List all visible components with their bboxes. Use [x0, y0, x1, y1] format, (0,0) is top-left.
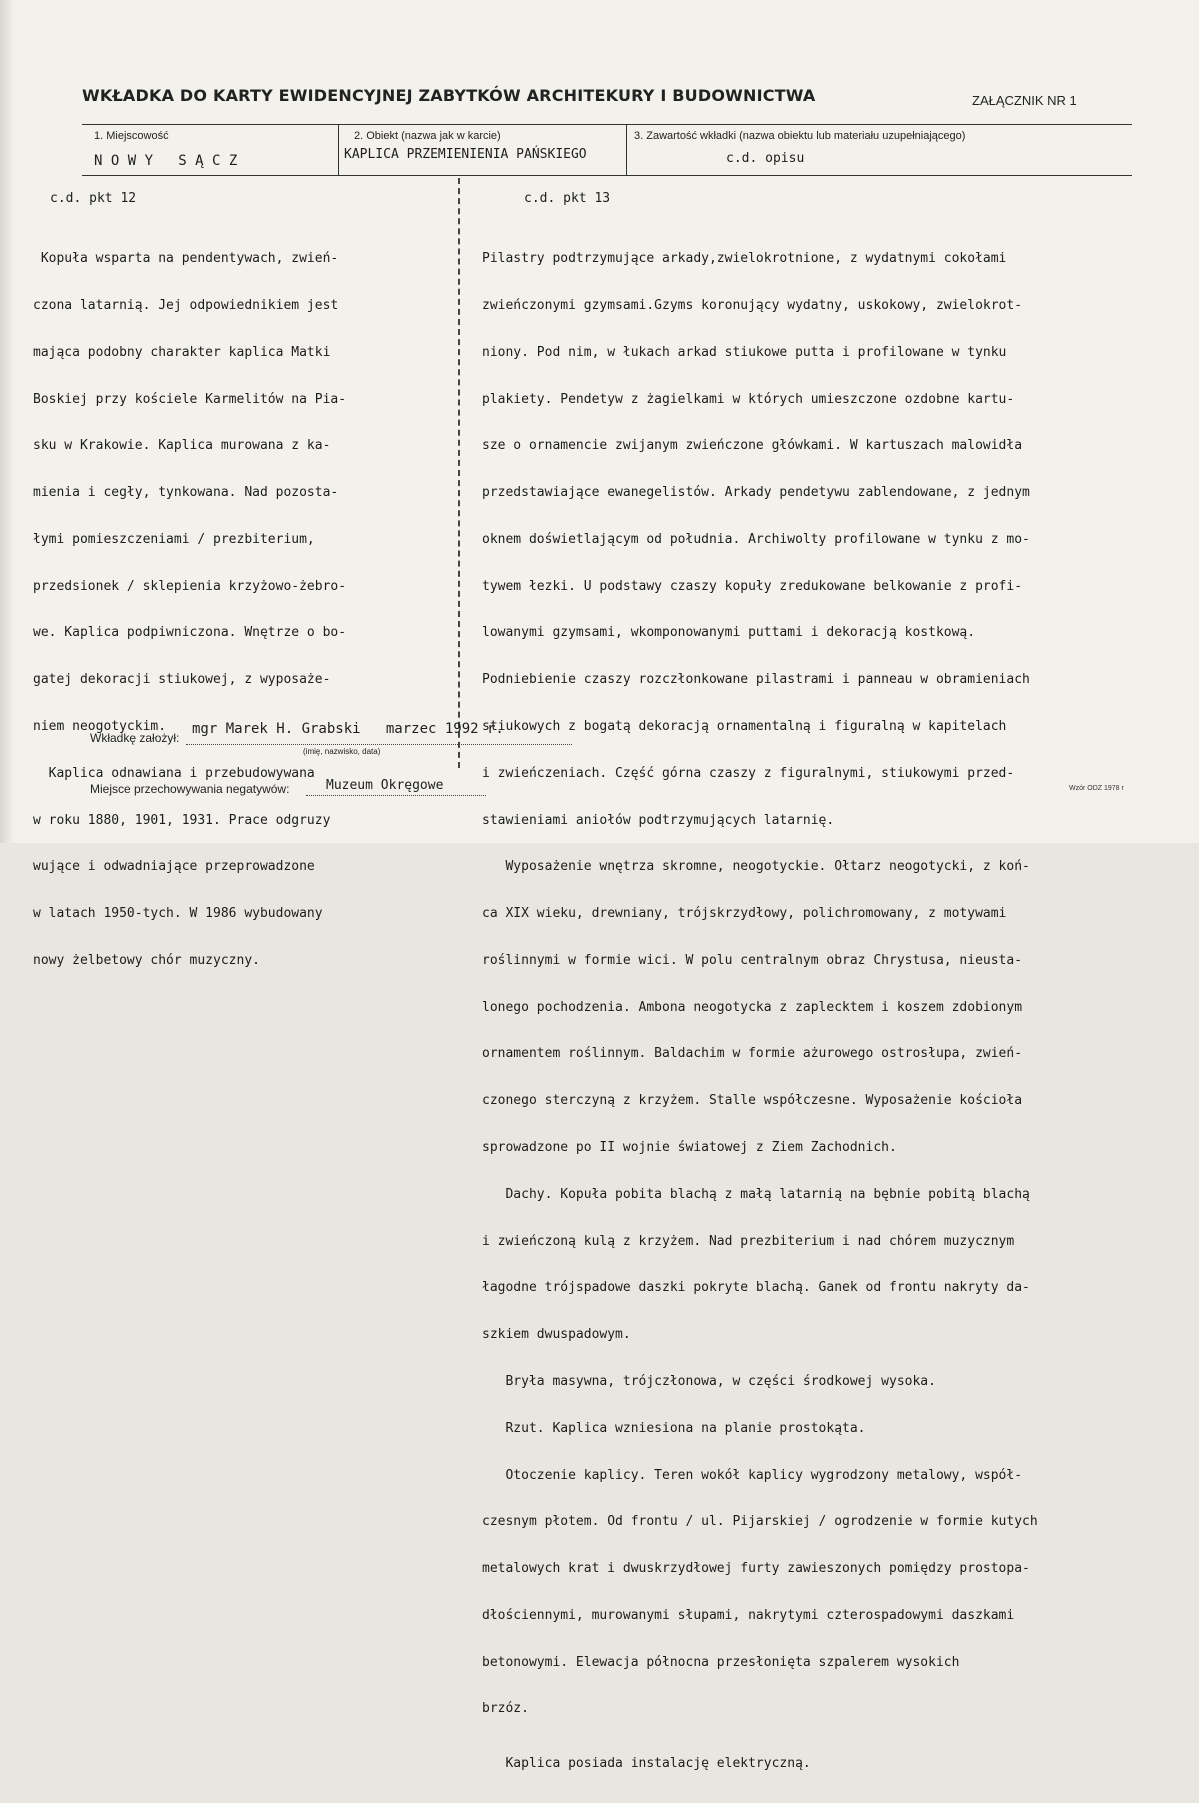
text-line: Kaplica odnawiana i przebudowywana [33, 765, 315, 781]
text-line: mająca podobny charakter kaplica Matki [33, 344, 331, 360]
text-line: w latach 1950-tych. W 1986 wybudowany [33, 906, 323, 922]
text-line: metalowych krat i dwuskrzydłowej furty zawieszonych pomiędzy prostopa- [482, 1561, 1030, 1577]
text-line: stawieniami aniołów podtrzymujących latarnię. [482, 812, 835, 828]
author-value: mgr Marek H. Grabski marzec 1992 r. [192, 721, 504, 737]
text-line: Kopuła wsparta na pendentywach, zwień- [33, 251, 339, 267]
text-line: roślinnymi w formie wici. W polu centralnym obraz Chrystusa, nieusta- [482, 952, 1023, 968]
text-line: lonego pochodzenia. Ambona neogotycka z zaplecktem i koszem zdobionym [482, 999, 1023, 1015]
text-line: brzóz. [482, 1701, 529, 1717]
locality-value: N O W Y S Ą C Z [94, 153, 238, 169]
text-line: lowanymi gzymsami, wkomponowanymi puttami i dekoracją kostkową. [482, 625, 976, 641]
negatives-storage-value: Muzeum Okręgowe [326, 778, 444, 793]
column-separator [458, 178, 460, 768]
negatives-storage-label: Miejsce przechowywania negatywów: [90, 782, 290, 796]
text-line: czesnym płotem. Od frontu / ul. Pijarskiej / ogrodzenie w formie kutych [482, 1514, 1038, 1530]
author-note: (imię, nazwisko, data) [303, 747, 381, 756]
contents-value: c.d. opisu [726, 151, 805, 166]
text-line: czonego sterczyną z krzyżem. Stalle współczesne. Wyposażenie kościoła [482, 1093, 1023, 1109]
text-line: mienia i cegły, tynkowana. Nad pozosta- [33, 485, 339, 501]
text-line: czona latarnią. Jej odpowiednikiem jest [33, 297, 339, 313]
text-line: Wyposażenie wnętrza skromne, neogotyckie. Ołtarz neogotycki, z koń- [482, 859, 1030, 875]
text-line: Boskiej przy kościele Karmelitów na Pia- [33, 391, 347, 407]
author-label: Wkładkę założył: [90, 731, 180, 745]
text-line: szkiem dwuspadowym. [482, 1327, 631, 1343]
text-line: Pilastry podtrzymujące arkady,zwielokrotnione, z wydatnymi cokołami [482, 251, 1007, 267]
text-line: sprowadzone po II wojnie światowej z Ziem Zachodnich. [482, 1140, 897, 1156]
text-line: przedsionek / sklepienia krzyżowo-żebro- [33, 578, 347, 594]
text-line: Bryła masywna, trójczłonowa, w części środkowej wysoka. [482, 1373, 936, 1389]
text-line: i zwieńczoną kulą z krzyżem. Nad prezbiterium i nad chórem muzycznym [482, 1233, 1015, 1249]
right-column-text [482, 220, 1038, 1803]
text-line: niony. Pod nim, w łukach arkad stiukowe putta i profilowane w tynku [482, 344, 1007, 360]
annex-number: ZAŁĄCZNIK NR 1 [972, 93, 1077, 108]
text-line: sku w Krakowie. Kaplica murowana z ka- [33, 438, 331, 454]
form-title: WKŁADKA DO KARTY EWIDENCYJNEJ ZABYTKÓW ARCHITEKURY I BUDOWNICTWA [82, 86, 816, 105]
text-line: Dachy. Kopuła pobita blachą z małą latarnią na bębnie pobitą blachą [482, 1186, 1030, 1202]
text-line: dłościennymi, murowanymi słupami, nakrytymi czterospadowymi daszkami [482, 1607, 1015, 1623]
text-line: sze o ornamencie zwijanym zwieńczone główkami. W kartuszach malowidła [482, 438, 1023, 454]
text-line: wujące i odwadniające przeprowadzone [33, 859, 315, 875]
object-label: 2. Obiekt (nazwa jak w karcie) [354, 130, 501, 142]
text-line: Rzut. Kaplica wzniesiona na planie prostokąta. [482, 1420, 866, 1436]
text-line: i zwieńczeniach. Część górna czaszy z figuralnymi, stiukowymi przed- [482, 765, 1015, 781]
text-line: gatej dekoracji stiukowej, z wyposaże- [33, 672, 331, 688]
text-line: łymi pomieszczeniami / prezbiterium, [33, 531, 315, 547]
storage-dotted-line [306, 795, 486, 796]
text-line: przedstawiające ewanegelistów. Arkady pendetywu zablendowane, z jednym [482, 485, 1030, 501]
header-top-rule [82, 124, 1132, 125]
locality-label: 1. Miejscowość [94, 130, 169, 142]
text-line: łagodne trójspadowe daszki pokryte blachą. Ganek od frontu nakryty da- [482, 1280, 1030, 1296]
text-line: Otoczenie kaplicy. Teren wokół kaplicy wygrodzony metalowy, współ- [482, 1467, 1023, 1483]
left-heading: c.d. pkt 12 [50, 191, 137, 206]
header-divider-2 [626, 124, 627, 175]
contents-label: 3. Zawartość wkładki (nazwa obiektu lub materiału uzupełniającego) [634, 130, 966, 142]
text-line: Podniebienie czaszy rozczłonkowane pilastrami i panneau w obramieniach [482, 672, 1030, 688]
text-line: ornamentem roślinnym. Baldachim w formie ażurowego ostrosłupa, zwień- [482, 1046, 1023, 1062]
header-bottom-rule [82, 175, 1132, 176]
right-heading: c.d. pkt 13 [524, 191, 611, 206]
text-line: oknem doświetlającym od południa. Archiwolty profilowane w tynku z mo- [482, 531, 1030, 547]
text-line: Kaplica posiada instalację elektryczną. [482, 1756, 811, 1772]
left-column-text [33, 220, 346, 1000]
text-line: nowy żelbetowy chór muzyczny. [33, 952, 260, 968]
page-edge [0, 0, 14, 843]
header-divider-1 [338, 124, 339, 175]
text-line: w roku 1880, 1901, 1931. Prace odgruzy [33, 812, 331, 828]
text-line: ca XIX wieku, drewniany, trójskrzydłowy, polichromowany, z motywami [482, 906, 1007, 922]
text-line: tywem łezki. U podstawy czaszy kopuły zredukowane belkowanie z profi- [482, 578, 1023, 594]
author-dotted-line [186, 744, 572, 745]
form-code: Wzór ODZ 1978 r [1069, 785, 1124, 792]
text-line: stiukowych z bogatą dekoracją ornamentalną i figuralną w kapitelach [482, 719, 1007, 734]
text-line: niem neogotyckim. [33, 719, 167, 734]
text-line: plakiety. Pendetyw z żagielkami w których umieszczone ozdobne kartu- [482, 391, 1015, 407]
object-value: KAPLICA PRZEMIENIENIA PAŃSKIEGO [344, 147, 587, 162]
text-line: we. Kaplica podpiwniczona. Wnętrze o bo- [33, 625, 347, 641]
text-line: betonowymi. Elewacja północna przesłonięta szpalerem wysokich [482, 1654, 960, 1670]
text-line: zwieńczonymi gzymsami.Gzyms koronujący wydatny, uskokowy, zwielokrot- [482, 297, 1023, 313]
